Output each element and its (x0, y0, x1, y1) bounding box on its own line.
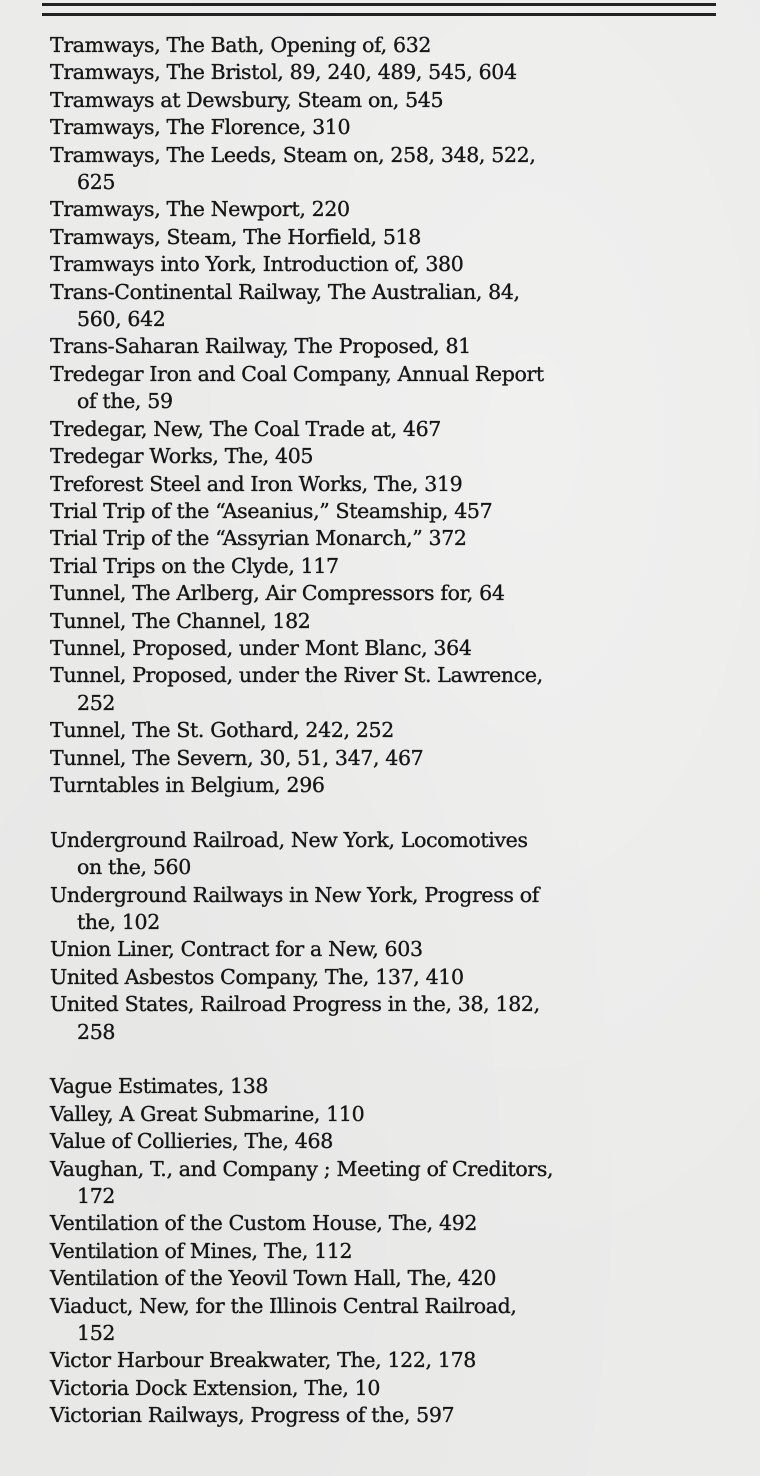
entry-text: Tunnel, The Severn, 30, 51, 347, 467 (50, 745, 424, 770)
entry-text: Victorian Railways, Progress of the, 597 (50, 1403, 455, 1428)
index-entry (50, 772, 710, 799)
entry-text: Vague Estimates, 138 (50, 1074, 269, 1099)
entry-text: Ventilation of Mines, The, 112 (50, 1238, 353, 1263)
entry-text: Trial Trips on the Clyde, 117 (50, 553, 339, 578)
index-entry (50, 361, 710, 416)
index-entry (50, 196, 710, 223)
index-entry (50, 1347, 710, 1374)
index-entry (50, 32, 710, 59)
entry-text: Tramways, The Bristol, 89, 240, 489, 545, 604 (50, 60, 517, 85)
entry-text: Tramways, The Florence, 310 (50, 115, 351, 140)
index-entry (50, 1265, 710, 1292)
index-entry (50, 635, 710, 662)
entry-text: Tunnel, The St. Gothard, 242, 252 (50, 718, 394, 743)
entry-text: Trans-Continental Railway, The Australian, 84, (50, 279, 520, 304)
index-entry (50, 1293, 710, 1348)
index-entry (50, 717, 710, 744)
index-entry (50, 416, 710, 443)
index-entry (50, 662, 710, 717)
index-entry (50, 142, 710, 197)
header-rule-top (42, 3, 716, 6)
index-entry (50, 1101, 710, 1128)
index-entry (50, 1210, 710, 1237)
entry-continuation: of the, 59 (77, 389, 173, 414)
entry-text: Turntables in Belgium, 296 (50, 772, 325, 797)
entry-continuation: 625 (77, 170, 116, 195)
entry-continuation: on the, 560 (77, 855, 191, 880)
entry-text: Tunnel, Proposed, under the River St. Lawrence, (50, 663, 543, 688)
entry-continuation: 172 (77, 1184, 116, 1209)
entry-text: Tunnel, Proposed, under Mont Blanc, 364 (50, 635, 472, 660)
index-entry (50, 333, 710, 360)
index-entry (50, 936, 710, 963)
entry-continuation: 560, 642 (77, 307, 166, 332)
index-entry (50, 1238, 710, 1265)
entry-text: Tramways into York, Introduction of, 380 (50, 252, 464, 277)
index-entry (50, 745, 710, 772)
index-entry (50, 224, 710, 251)
index-entry (50, 251, 710, 278)
entry-text: United Asbestos Company, The, 137, 410 (50, 964, 464, 989)
index-entry (50, 59, 710, 86)
section-gap (50, 1046, 710, 1073)
entry-text: Trial Trip of the “Assyrian Monarch,” 372 (50, 526, 467, 551)
entry-text: Tredegar, New, The Coal Trade at, 467 (50, 416, 441, 441)
entry-continuation: the, 102 (77, 909, 160, 934)
index-section-u (50, 827, 710, 1046)
index-entry (50, 991, 710, 1046)
index-entry (50, 1402, 710, 1429)
entry-text: Victoria Dock Extension, The, 10 (50, 1375, 381, 1400)
entry-text: Union Liner, Contract for a New, 603 (50, 937, 423, 962)
index-entry (50, 827, 710, 882)
entry-text: Value of Collieries, The, 468 (50, 1129, 333, 1154)
entry-continuation: 152 (77, 1321, 116, 1346)
entry-text: Underground Railways in New York, Progress of (50, 882, 539, 907)
entry-text: Tredegar Iron and Coal Company, Annual Report (50, 361, 544, 386)
entry-text: Tunnel, The Channel, 182 (50, 608, 311, 633)
index-entry (50, 87, 710, 114)
entry-continuation: 252 (77, 690, 116, 715)
index-entry (50, 443, 710, 470)
entry-text: Treforest Steel and Iron Works, The, 319 (50, 471, 463, 496)
index-entry (50, 964, 710, 991)
index-entry (50, 608, 710, 635)
index-entry (50, 471, 710, 498)
index-entry (50, 525, 710, 552)
entry-text: Trial Trip of the “Aseanius,” Steamship, 457 (50, 498, 493, 523)
index-entry (50, 882, 710, 937)
entry-continuation: 258 (77, 1019, 116, 1044)
entry-text: Ventilation of the Custom House, The, 492 (50, 1211, 478, 1236)
entry-text: Tramways, The Bath, Opening of, 632 (50, 33, 432, 57)
index-entry (50, 1375, 710, 1402)
entry-text: Tramways, The Newport, 220 (50, 197, 350, 222)
section-gap (50, 799, 710, 826)
index-entry (50, 1156, 710, 1211)
entry-text: Victor Harbour Breakwater, The, 122, 178 (50, 1348, 476, 1373)
index-section-v (50, 1073, 710, 1429)
index-entry (50, 1128, 710, 1155)
entry-text: Tramways, The Leeds, Steam on, 258, 348, 522, (50, 142, 536, 167)
index-entry (50, 279, 710, 334)
header-rule-bottom (42, 13, 716, 16)
entry-text: Underground Railroad, New York, Locomotives (50, 827, 528, 852)
entry-text: Vaughan, T., and Company ; Meeting of Creditors, (50, 1156, 554, 1181)
entry-text: Trans-Saharan Railway, The Proposed, 81 (50, 334, 471, 359)
index-entry (50, 553, 710, 580)
entry-text: Tredegar Works, The, 405 (50, 444, 314, 469)
index-entry (50, 1073, 710, 1100)
index-entry (50, 580, 710, 607)
entry-text: Viaduct, New, for the Illinois Central Railroad, (50, 1293, 517, 1318)
entry-text: Tramways at Dewsbury, Steam on, 545 (50, 87, 444, 112)
index-entry (50, 114, 710, 141)
entry-text: United States, Railroad Progress in the, 38, 182, (50, 992, 540, 1017)
entry-text: Ventilation of the Yeovil Town Hall, The, 420 (50, 1266, 497, 1291)
entry-text: Valley, A Great Submarine, 110 (50, 1101, 365, 1126)
index-list (50, 32, 710, 1430)
entry-text: Tramways, Steam, The Horfield, 518 (50, 224, 421, 249)
index-section-t (50, 32, 710, 799)
entry-text: Tunnel, The Arlberg, Air Compressors for, 64 (50, 581, 505, 606)
index-entry (50, 498, 710, 525)
